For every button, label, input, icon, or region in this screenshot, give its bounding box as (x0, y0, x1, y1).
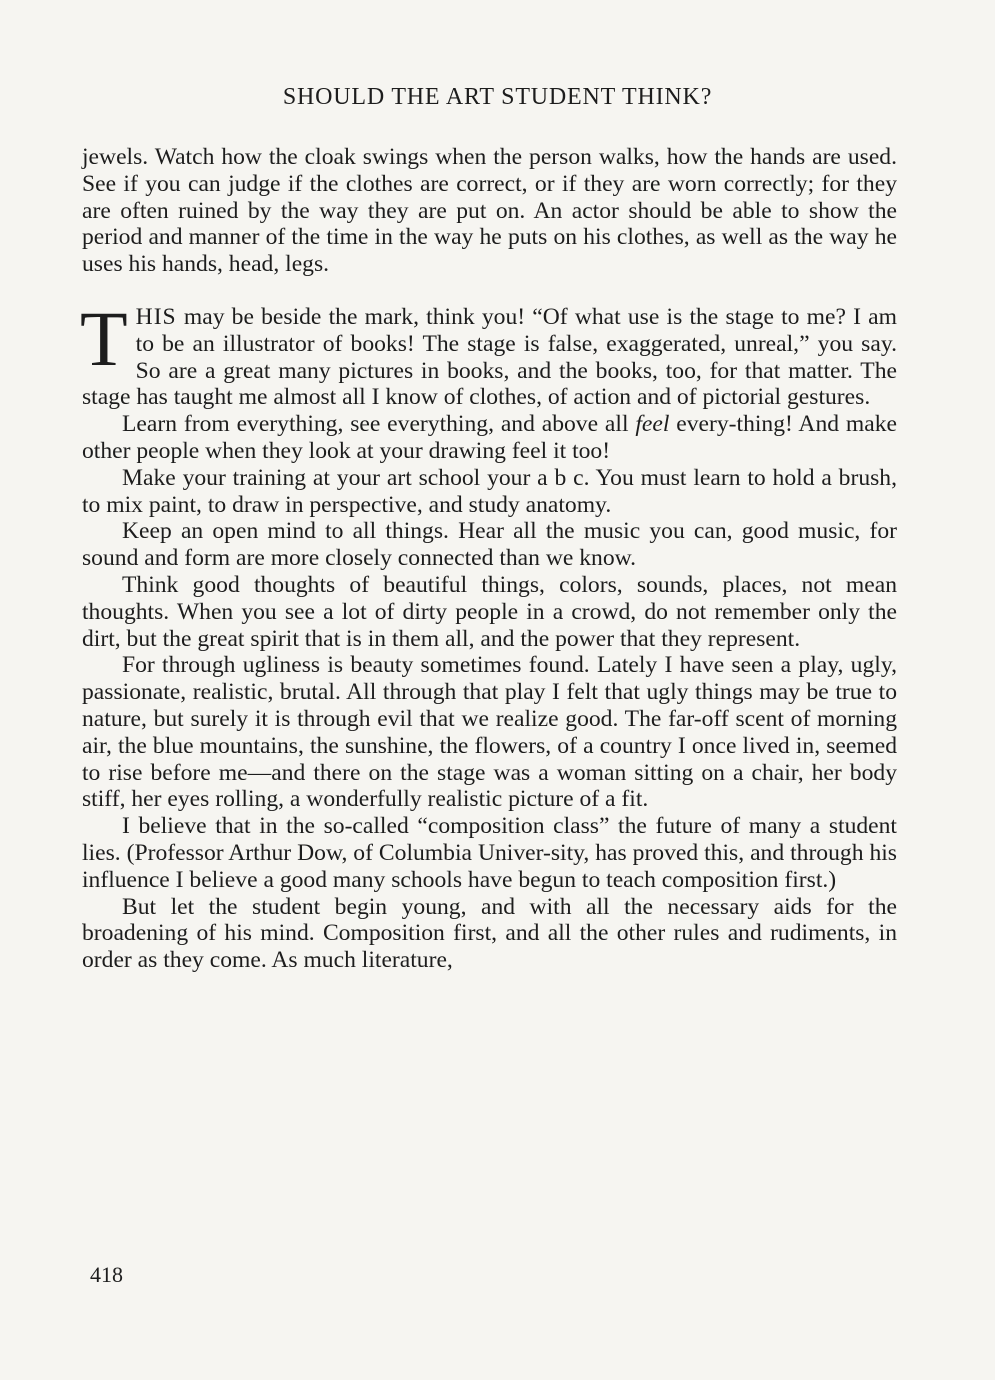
body-text (82, 144, 897, 974)
paragraph: Make your training at your art school your a b c. You must learn to hold a brush, to mix paint, to draw in perspective, and study anatomy. (82, 464, 897, 518)
small-caps-opening: HIS (135, 303, 177, 330)
paragraph: For through ugliness is beauty sometimes found. Lately I have seen a play, ugly, passionate, realistic, brutal. All through that play I felt that ugly things may be true to nature, but surely it is through evil that we realize good. The far-off scent of morning air, the blue mountains, the sunshine, the flowers, of a country I once lived in, seemed to rise before me—and there on the stage was a woman sitting on a chair, her body stiff, her eyes rolling, a wonderfully realistic picture of a fit. (82, 652, 897, 813)
paragraph: Think good thoughts of beautiful things, colors, sounds, places, not mean thoughts. When you see a lot of dirty people in a crowd, do not remember only the dirt, but the great spirit that is in them all, and the power that they represent. (82, 571, 897, 652)
paragraph: But let the student begin young, and with all the necessary aids for the broadening of his mind. Composition first, and all the other rules and rudiments, in order as they come. As much literature, (82, 893, 897, 974)
paragraph (82, 411, 897, 465)
italic-word: feel (635, 411, 670, 438)
paragraph-dropcap (80, 294, 897, 411)
paragraph: I believe that in the so-called “composition class” the future of many a student lies. (Professor Arthur Dow, of Columbia Univer-sity, has proved this, and through his influence I believe a good many schools have begun to teach composition first.) (82, 813, 897, 893)
page-number: 418 (90, 1262, 123, 1287)
paragraph: Keep an open mind to all things. Hear all the music you can, good music, for sound and form are more closely connected than we know. (82, 518, 897, 572)
running-header: SHOULD THE ART STUDENT THINK? (282, 84, 713, 110)
paragraph-continued: jewels. Watch how the cloak swings when the person walks, how the hands are used. See if you can judge if the clothes are correct, or if they are worn correctly; for they are often ruined by the way they are put on. An actor should be able to show the period and manner of the time in the way he puts on his clothes, as well as the way he uses his hands, head, legs. (82, 144, 897, 278)
drop-cap-letter: T (80, 294, 128, 382)
paragraph-text: every-thing! And make other people when they look at your drawing feel it too! (82, 411, 897, 464)
paragraph-text: Learn from everything, see everything, and above all (122, 411, 636, 438)
paragraph-text: may be beside the mark, think you! “Of what use is the stage to me? I am to be an illustrator of books! The stage is false, exaggerated, unreal,” you say. So are a great many pictures in books, and the books, too, for that matter. The stage has taught me almost all I know of clothes, of action and of pictorial gestures. (82, 303, 897, 411)
